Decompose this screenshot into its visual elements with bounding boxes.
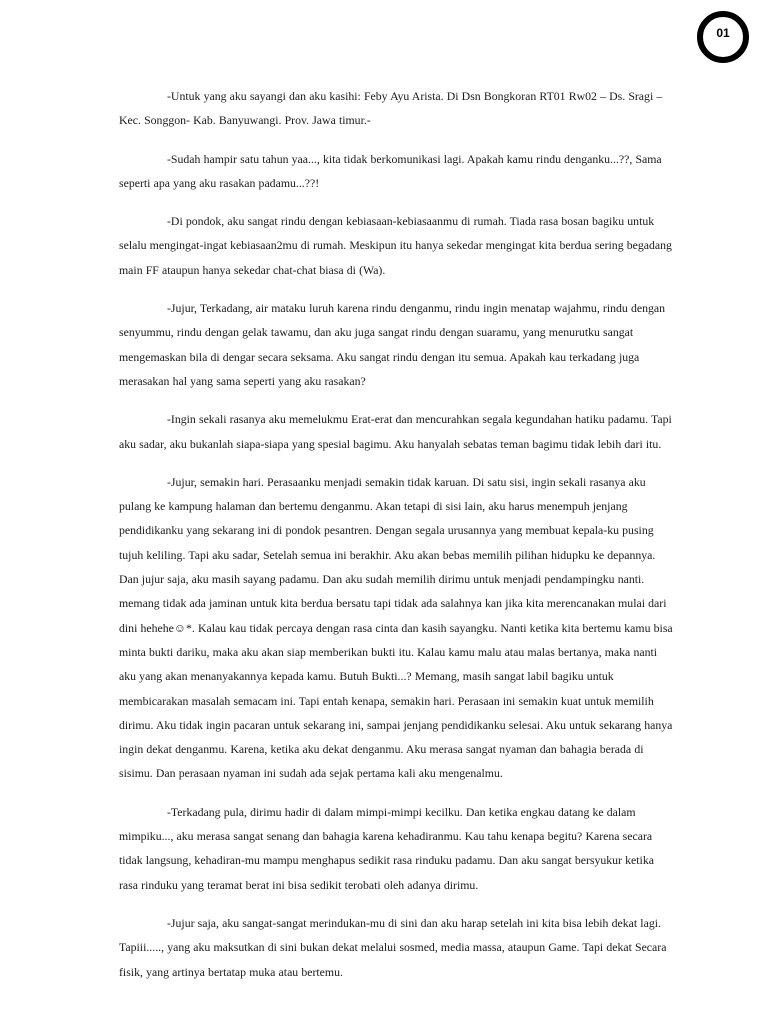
paragraph-3: -Di pondok, aku sangat rindu dengan kebiasaan-kebiasaanmu di rumah. Tiada rasa bosan bagiku untuk selalu mengingat-ingat kebiasaan2mu di rumah. Meskipun itu hanya sekedar mengingat kita berdua sering begadang main FF ataupun hanya sekedar chat-chat biasa di (Wa).: [119, 214, 672, 277]
paragraph-2: -Sudah hampir satu tahun yaa..., kita tidak berkomunikasi lagi. Apakah kamu rindu denganku...??, Sama seperti apa yang aku rasakan padamu...??!: [119, 151, 662, 190]
paragraph-7: -Terkadang pula, dirimu hadir di dalam mimpi-mimpi kecilku. Dan ketika engkau datang ke dalam mimpiku..., aku merasa sangat senang dan bahagia karena kehadiranmu. Kau tahu kenapa begitu? Karena secara tidak langsung, kehadiran-mu mampu menghapus sedikit rasa rinduku padamu. Dan aku sangat bersyukur ketika rasa rinduku yang teramat berat ini bisa sedikit terobati oleh adanya dirimu.: [119, 804, 654, 892]
page-number: 01: [716, 26, 730, 40]
paragraph-5: -Ingin sekali rasanya aku memelukmu Erat-erat dan mencurahkan segala kegundahan hatiku padamu. Tapi aku sadar, aku bukanlah siapa-siapa yang spesial bagimu. Aku hanyalah sebatas teman bagimu tidak lebih dari itu.: [119, 412, 672, 451]
paragraph-1: -Untuk yang aku sayangi dan aku kasihi: Feby Ayu Arista. Di Dsn Bongkoran RT01 Rw02 – Ds. Sragi – Kec. Songgon- Kab. Banyuwangi. Prov. Jawa timur.-: [119, 89, 663, 128]
paragraph-4: -Jujur, Terkadang, air mataku luruh karena rindu denganmu, rindu ingin menatap wajahmu, rindu dengan senyummu, rindu dengan gelak tawamu, dan aku juga sangat rindu dengan suaramu, yang menurutku sangat mengemaskan bila di dengar secara seksama. Aku sangat rindu dengan itu semua. Apakah kau terkadang juga merasakan hal yang sama seperti yang aku rasakan?: [119, 301, 666, 388]
page-number-badge: [697, 11, 749, 63]
letter-body: [119, 84, 676, 998]
paragraph-6: -Jujur, semakin hari. Perasaanku menjadi semakin tidak karuan. Di satu sisi, ingin sekali rasanya aku pulang ke kampung halaman dan bertemu denganmu. Akan tetapi di sisi lain, aku harus menempuh jenjang pendidikanku yang sekarang ini di pondok pesantren. Dengan segala urusannya yang membuat kepala-ku pusing tujuh keliling. Tapi aku sadar, Setelah semua ini berakhir. Aku akan bebas memilih pilihan hidupku ke depannya. Dan jujur saja, aku masih sayang padamu. Dan aku sudah memilih dirimu untuk menjadi pendampingku nanti. memang tidak ada jaminan untuk kita berdua bersatu tapi tidak ada salahnya kan jika kita merencanakan mulai dari dini hehehe☺*. Kalau kau tidak percaya dengan rasa cinta dan kasih sayangku. Nanti ketika kita bertemu kamu bisa minta bukti dariku, maka aku akan siap memberikan bukti itu. Kalau kamu malu atau malas bertanya, maka nanti aku yang akan menanyakannya kepada kamu. Butuh Bukti...? Memang, masih sangat labil bagiku untuk membicarakan masalah semacam ini. Tapi entah kenapa, semakin hari. Perasaan ini semakin kuat untuk memilih dirimu. Aku tidak ingin pacaran untuk sekarang ini, sampai jenjang pendidikanku selesai. Aku untuk sekarang hanya ingin dekat denganmu. Karena, ketika aku dekat denganmu. Aku merasa sangat nyaman dan bahagia berada di sisimu. Dan perasaan nyaman ini sudah ada sejak pertama kali aku mengenalmu.: [119, 474, 673, 781]
paragraph-8: -Jujur saja, aku sangat-sangat merindukan-mu di sini dan aku harap setelah ini kita bisa lebih dekat lagi. Tapiii....., yang aku maksutkan di sini bukan dekat melalui sosmed, media massa, ataupun Game. Tapi dekat Secara fisik, yang artinya bertatap muka atau bertemu.: [119, 915, 667, 979]
